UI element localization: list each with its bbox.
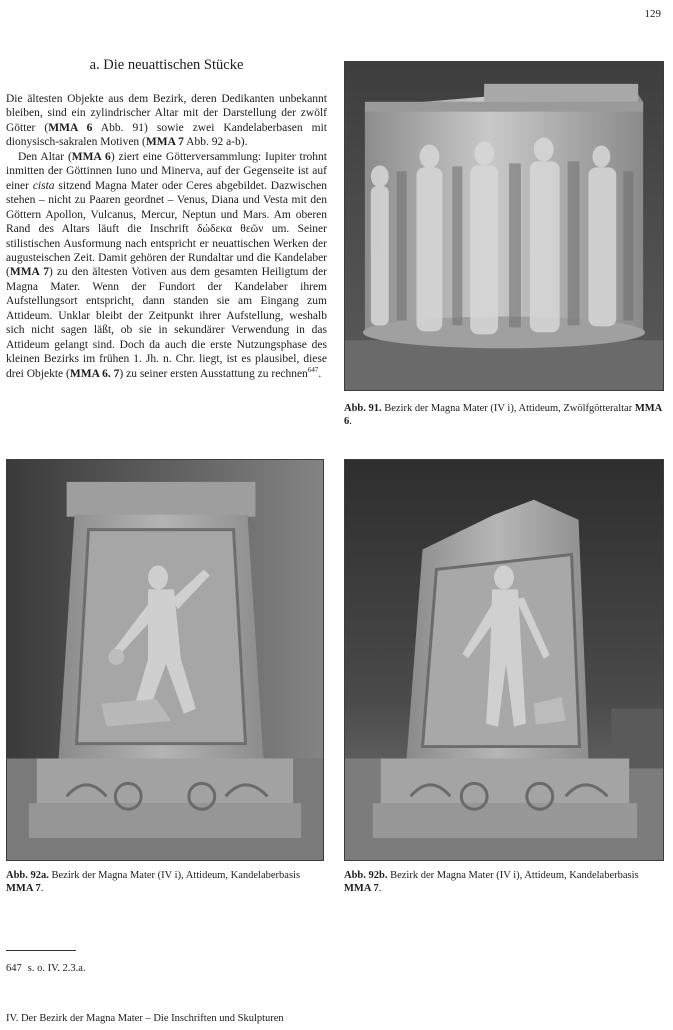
text-run: sitzend Magna Mater oder Ceres abgebildet. Dazwischen stehen – nicht zu Paaren geordnet – Venus, Diana und Vesta mit den Göttern Apollon, Vulcanus, Mercur, Neptun und Mars. Am oberen Rand des Altars läuft die Inschrift δώδεκα θεῶν um. Seiner stilistischen Ausformung nach entspricht er neuattischen Werken der augusteischen Zeit. Damit gehören der Rundaltar und die Kandelaber ( [6, 179, 327, 279]
caption-text: . [378, 883, 382, 894]
footnote-text: s. o. IV. 2.3.a. [27, 963, 86, 974]
section-heading: a. Die neuattischen Stücke [89, 57, 244, 73]
paragraph-2 [6, 150, 327, 381]
figure-92a-caption [6, 869, 326, 895]
paragraph-1 [6, 92, 327, 150]
caption-text: Bezirk der Magna Mater (IV i), Attideum, Kandelaberbasis [48, 870, 301, 881]
caption-text: Bezirk der Magna Mater (IV i), Attideum, Kandelaberbasis [387, 870, 639, 881]
caption-label: Abb. 91. [344, 403, 382, 414]
body-text [6, 92, 327, 381]
footnote-divider [6, 950, 76, 951]
altar-photo-graphic [345, 62, 663, 390]
catalog-ref: MMA 6 [71, 150, 111, 163]
text-run: ) ziert eine Götterversammlung: Iupiter trohnt inmitten der Göttinnen Iuno und Minerva, auf der Gegenseite ist auf einer [6, 150, 327, 192]
text-run: Abb. 92 a-b). [183, 136, 248, 149]
figure-92b-photo [344, 459, 664, 861]
catalog-ref: MMA 6. 7 [69, 367, 120, 380]
text-run: Den Altar ( [18, 150, 72, 163]
caption-text: Bezirk der Magna Mater (IV i), Attideum, Zwölfgötteraltar [381, 403, 635, 414]
caption-label: Abb. 92b. [344, 870, 388, 881]
text-run: ) zu den ältesten Votiven aus dem gesamten Heiligtum der Magna Mater. Wenn der Fundort der Kandelaber ihrem Aufstellungsort entspricht, dann standen sie am Eingang zum Attideum. Unklar bleibt der Zeitpunkt ihrer Aufstellung, weshalb sich nicht sagen läßt, ob sie in sekundärer Verwendung in das Attideum gelangt sind. Doch da auch die erste Nutzungsphase des kleinen Bezirks im frühen 1. Jh. n. Chr. liegt, ist es plausibel, diese drei Objekte ( [6, 266, 327, 380]
text-run: ) zu seiner ersten Ausstattung zu rechnen [119, 367, 308, 380]
text-run: . [318, 367, 322, 380]
candelabrum-base-photo-graphic [345, 460, 663, 860]
catalog-ref: MMA 6 [344, 403, 662, 427]
catalog-ref: MMA 7 [6, 883, 41, 894]
caption-label: Abb. 92a. [6, 870, 49, 881]
figure-91-photo [344, 61, 664, 391]
italic-term: cista [32, 179, 55, 192]
caption-text: . [40, 883, 44, 894]
figure-92a-photo [6, 459, 324, 861]
caption-text: . [349, 416, 352, 427]
footnote-number: 647 [6, 963, 22, 974]
catalog-ref: MMA 7 [344, 883, 379, 894]
text-run: Die ältesten Objekte aus dem Bezirk, deren Dedikanten unbekannt bleiben, sind ein zylindrischer Altar mit der Darstellung der zwölf Götter ( [6, 93, 327, 134]
running-footer: IV. Der Bezirk der Magna Mater – Die Inschriften und Skulpturen [6, 1013, 284, 1024]
catalog-ref: MMA 7 [9, 266, 50, 279]
catalog-ref: MMA 7 [145, 136, 184, 149]
page-number: 129 [644, 8, 661, 20]
figure-92b-caption [344, 869, 666, 895]
figure-91-caption [344, 402, 666, 428]
text-run: Abb. 91) sowie zwei Kandelaberbasen mit dionysisch-sakralen Motiven ( [6, 121, 327, 149]
footnote-marker: 647 [307, 365, 319, 374]
catalog-ref: MMA 6 [48, 121, 93, 134]
candelabrum-base-photo-graphic [7, 460, 323, 860]
footnote [6, 963, 86, 974]
